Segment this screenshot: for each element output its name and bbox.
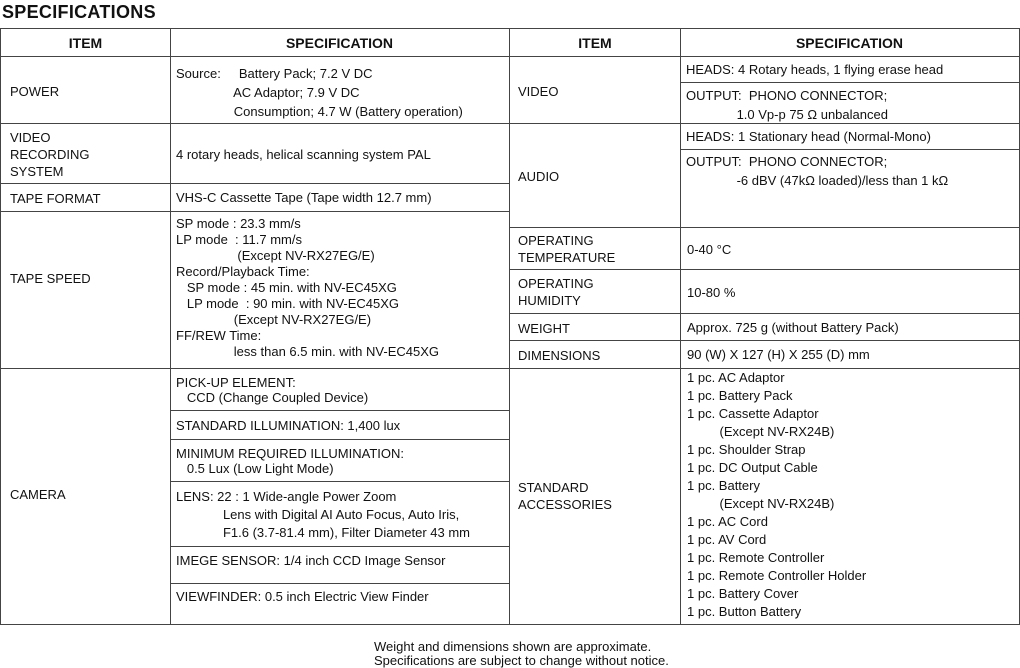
row-tape-format	[1, 184, 509, 212]
spec-video-recording: 4 rotary heads, helical scanning system PAL	[176, 147, 431, 162]
item-weight: WEIGHT	[518, 321, 570, 336]
footer-line-1: Weight and dimensions shown are approximate.	[374, 639, 652, 654]
item-accessories: STANDARD ACCESSORIES	[518, 480, 612, 512]
header-item-right: ITEM	[510, 29, 680, 57]
camera-sensor-cell	[170, 547, 509, 584]
row-op-humidity	[510, 270, 1019, 314]
item-tape-format: TAPE FORMAT	[10, 191, 101, 206]
row-camera	[1, 369, 509, 626]
item-dimensions: DIMENSIONS	[518, 348, 601, 363]
spec-table	[0, 28, 1020, 625]
camera-viewfinder-cell	[170, 584, 509, 626]
spec-dimensions: 90 (W) X 127 (H) X 255 (D) mm	[687, 347, 870, 362]
item-tape-speed: TAPE SPEED	[10, 271, 91, 286]
camera-pickup-cell	[170, 369, 509, 411]
right-table	[509, 28, 1020, 625]
spec-power: Source: Battery Pack; 7.2 V DC AC Adaptor; 7.9 V DC Consumption; 4.7 W (Battery operation)	[176, 66, 463, 119]
header-item: ITEM	[1, 29, 170, 57]
video-output-cell	[680, 83, 1019, 124]
spec-tape-format: VHS-C Cassette Tape (Tape width 12.7 mm)	[176, 190, 432, 205]
spec-std-illum: STANDARD ILLUMINATION: 1,400 lux	[176, 418, 401, 433]
item-camera: CAMERA	[10, 487, 66, 502]
item-video-recording: VIDEO RECORDING SYSTEM	[10, 130, 90, 179]
item-op-temp: OPERATING TEMPERATURE	[518, 233, 616, 265]
spec-audio-output: OUTPUT: PHONO CONNECTOR; -6 dBV (47kΩ loaded)/less than 1 kΩ	[686, 154, 949, 188]
spec-accessories: 1 pc. AC Adaptor 1 pc. Battery Pack 1 pc. Cassette Adaptor (Except NV-RX24B) 1 pc. Shoulder Strap 1 pc. DC Output Cable 1 pc. Battery (Except NV-RX24B) 1 pc. AC Cord 1 pc. AV Cord 1 pc. Remote Controller 1 pc. Remote Controller Holder 1 pc. Battery Cover 1 pc. Button Battery	[687, 370, 867, 619]
spec-audio-heads: HEADS: 1 Stationary head (Normal-Mono)	[686, 129, 931, 144]
row-weight	[510, 314, 1019, 341]
row-video	[510, 57, 1019, 124]
spec-lens: LENS: 22 : 1 Wide-angle Power Zoom Lens with Digital AI Auto Focus, Auto Iris, F1.6 (3.7-81.4 mm), Filter Diameter 43 mm	[176, 489, 471, 540]
page-title: SPECIFICATIONS	[2, 2, 156, 22]
spec-video-output: OUTPUT: PHONO CONNECTOR; 1.0 Vp-p 75 Ω unbalanced	[686, 88, 888, 122]
row-audio	[510, 124, 1019, 228]
audio-heads-cell	[680, 124, 1019, 150]
spec-tape-speed: SP mode : 23.3 mm/s LP mode : 11.7 mm/s (Except NV-RX27EG/E) Record/Playback Time: SP mode : 45 min. with NV-EC45XG LP mode : 90 min. with NV-EC45XG (Except NV-RX27EG/E) FF/REW Time: less than 6.5 min. with NV-EC45XG	[176, 216, 439, 359]
spec-viewfinder: VIEWFINDER: 0.5 inch Electric View Finder	[176, 589, 429, 604]
spec-sensor: IMEGE SENSOR: 1/4 inch CCD Image Sensor	[176, 553, 446, 568]
row-dimensions	[510, 341, 1019, 369]
footer-line-2: Specifications are subject to change without notice.	[374, 653, 669, 668]
item-op-humidity: OPERATING HUMIDITY	[518, 276, 594, 308]
item-audio: AUDIO	[518, 169, 560, 184]
row-accessories	[510, 369, 1019, 626]
item-power: POWER	[10, 84, 60, 99]
left-table	[0, 28, 510, 625]
row-power	[1, 57, 509, 124]
spec-min-illum: MINIMUM REQUIRED ILLUMINATION: 0.5 Lux (Low Light Mode)	[176, 446, 404, 476]
spec-video-heads: HEADS: 4 Rotary heads, 1 flying erase head	[686, 62, 944, 77]
camera-lens-cell	[170, 482, 509, 547]
spec-weight: Approx. 725 g (without Battery Pack)	[687, 320, 899, 335]
row-op-temp	[510, 228, 1019, 270]
header-specification-right: SPECIFICATION	[680, 29, 1019, 57]
header-specification: SPECIFICATION	[170, 29, 509, 57]
video-heads-cell	[680, 57, 1019, 83]
footer-note	[374, 640, 669, 668]
row-tape-speed	[1, 212, 509, 369]
audio-output-cell	[680, 150, 1019, 228]
camera-min-illum-cell	[170, 440, 509, 482]
row-video-recording	[1, 124, 509, 184]
item-video: VIDEO	[518, 84, 559, 99]
spec-pickup: PICK-UP ELEMENT: CCD (Change Coupled Device)	[176, 375, 369, 405]
camera-std-illum-cell	[170, 411, 509, 440]
spec-op-temp: 0-40 °C	[687, 242, 732, 257]
spec-op-humidity: 10-80 %	[687, 285, 736, 300]
